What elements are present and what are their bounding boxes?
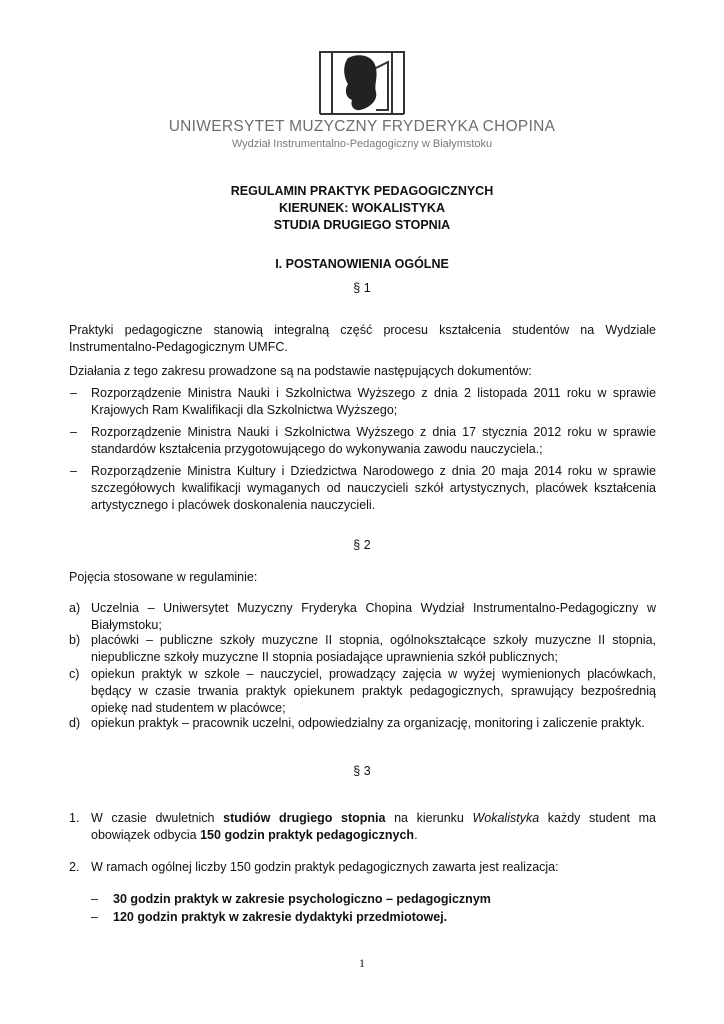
document-item [69,385,656,419]
term-marker: a) [69,601,81,615]
item1-text-d: . [414,828,418,842]
item1-bold-b: 150 godzin praktyk pedagogicznych [200,828,415,842]
item1-bold-a: studiów drugiego stopnia [223,811,386,825]
university-logo [318,50,406,116]
term-item [69,600,656,634]
term-marker: b) [69,633,81,647]
numbered-item-2 [69,859,656,876]
paragraph-number-2: § 2 [353,538,371,552]
section-heading: I. POSTANOWIENIA OGÓLNE [275,257,449,271]
term-text: opiekun praktyk w szkole – nauczyciel, prowadzący zajęcia w wyżej wymienionych placówkach, będący w czasie trwania praktyk opiekunem praktyk pedagogicznych, sprawujący bezpośrednią opiekę nad studentem w placówce; [91,667,656,715]
department-name: Wydział Instrumentalno-Pedagogiczny w Białymstoku [231,138,493,150]
document-item [69,424,656,458]
intro-paragraph: Praktyki pedagogiczne stanowią integralną część procesu kształcenia studentów na Wydziale Instrumentalno-Pedagogicznym UMFC. [69,323,656,354]
document-item-text: Rozporządzenie Ministra Nauki i Szkolnictwa Wyższego z dnia 2 listopada 2011 roku w sprawie Krajowych Ram Kwalifikacji dla Szkolnictwa Wyższego; [91,386,656,417]
item2-text: W ramach ogólnej liczby 150 godzin praktyk pedagogicznych zawarta jest realizacja: [91,860,559,874]
numbered-item-1 [69,810,656,844]
dash-marker: – [70,464,77,478]
term-text: opiekun praktyk – pracownik uczelni, odpowiedzialny za organizację, monitoring i zaliczenie praktyk. [91,716,645,730]
term-item [69,715,656,732]
item1-text-b: na kierunku [385,811,473,825]
term-text: Uczelnia – Uniwersytet Muzyczny Fryderyka Chopina Wydział Instrumentalno-Pedagogiczny w Białymstoku; [91,601,656,632]
term-marker: c) [69,667,80,681]
item-marker: 2. [69,860,80,874]
documents-intro: Działania z tego zakresu prowadzone są na podstawie następujących dokumentów: [69,364,532,378]
university-name: UNIWERSYTET MUZYCZNY FRYDERYKA CHOPINA [168,118,556,135]
document-title-line1: REGULAMIN PRAKTYK PEDAGOGICZNYCH [230,184,494,198]
item1-text-c: każdy student ma obowiązek odbycia [91,811,657,842]
terms-intro: Pojęcia stosowane w regulaminie: [69,570,258,584]
document-title-line3: STUDIA DRUGIEGO STOPNIA [273,218,451,232]
hours-text: 30 godzin praktyk w zakresie psychologiczno – pedagogicznym [113,892,491,906]
item1-italic: Wokalistyka [472,811,540,825]
dash-marker: – [70,386,77,400]
dash-marker: – [91,910,98,924]
document-title-line2: KIERUNEK: WOKALISTYKA [279,201,445,215]
term-item [69,632,656,666]
document-item [69,463,656,514]
hours-item [91,891,651,908]
term-text: placówki – publiczne szkoły muzyczne II stopnia, ogólnokształcące szkoły muzyczne II stopnia, niepubliczne szkoły muzyczne II stopnia posiadające uprawnienia szkół publicznych; [91,633,656,664]
term-marker: d) [69,716,81,730]
paragraph-number-1: § 1 [353,281,371,295]
paragraph-number-3: § 3 [353,764,371,778]
document-item-text: Rozporządzenie Ministra Nauki i Szkolnictwa Wyższego z dnia 17 stycznia 2012 roku w sprawie standardów kształcenia przygotowującego do wykonywania zawodu nauczyciela.; [91,425,656,456]
page-number: 1 [359,956,365,970]
item-marker: 1. [69,811,80,825]
hours-item [91,909,651,926]
item1-text-a: W czasie dwuletnich [91,811,224,825]
dash-marker: – [91,892,98,906]
hours-text: 120 godzin praktyk w zakresie dydaktyki przedmiotowej. [113,910,448,924]
document-item-text: Rozporządzenie Ministra Kultury i Dziedzictwa Narodowego z dnia 20 maja 2014 roku w sprawie szczegółowych kwalifikacji wymaganych od nauczycieli szkół artystycznych, placówek kształcenia artystycznego i placówek doskonalenia nauczycieli. [91,464,656,512]
term-item [69,666,656,717]
dash-marker: – [70,425,77,439]
